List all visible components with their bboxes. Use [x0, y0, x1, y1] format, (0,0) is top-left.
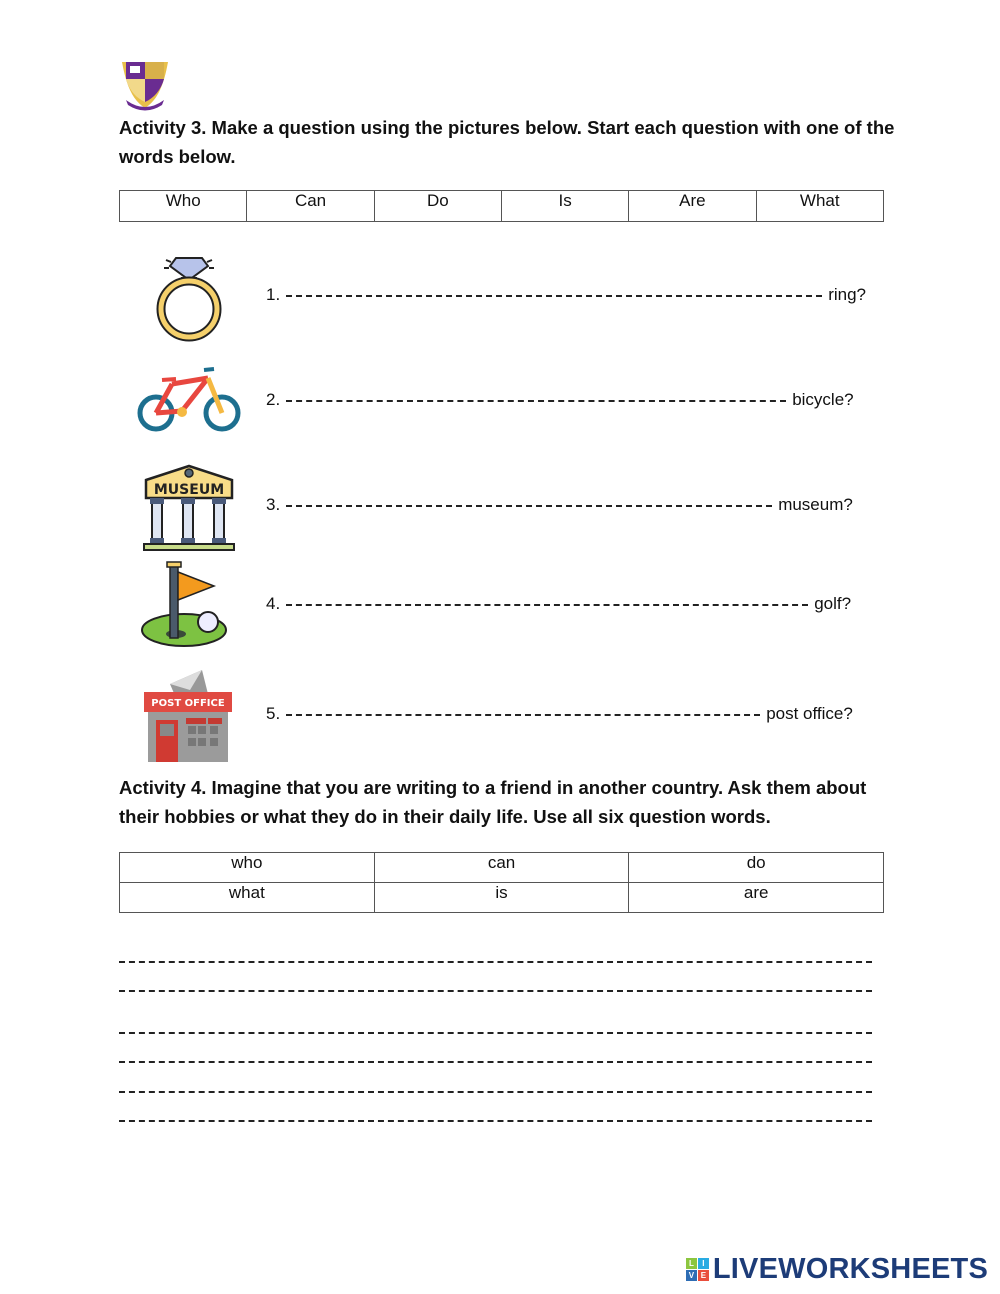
word-bank-cell: Do [374, 191, 501, 222]
school-crest-logo [118, 56, 172, 112]
question-5 [266, 704, 853, 724]
liveworksheets-logo [686, 1253, 988, 1286]
word-bank-cell: is [374, 883, 629, 913]
brand-name: LIVEWORKSHEETS [712, 1253, 988, 1285]
question-1 [266, 285, 866, 305]
word-bank-cell: are [629, 883, 884, 913]
word-bank-cell: What [756, 191, 883, 222]
answer-blank[interactable] [286, 294, 822, 297]
question-3 [266, 495, 853, 515]
writing-line[interactable] [119, 1091, 872, 1093]
svg-text:POST OFFICE: POST OFFICE [151, 698, 225, 709]
post-office-icon [136, 668, 242, 758]
question-ending: golf? [814, 594, 852, 613]
word-bank-cell: who [120, 853, 375, 883]
writing-line[interactable] [119, 990, 872, 992]
activity-3-word-bank [119, 190, 884, 222]
answer-blank[interactable] [286, 399, 786, 402]
question-number: 2. [266, 390, 281, 409]
question-4 [266, 594, 851, 614]
answer-blank[interactable] [286, 713, 760, 716]
word-bank-cell: Is [502, 191, 629, 222]
svg-text:MUSEUM: MUSEUM [153, 482, 225, 498]
word-bank-cell: do [629, 853, 884, 883]
question-number: 3. [266, 495, 281, 514]
museum-icon [136, 462, 242, 552]
activity-3-heading: Activity 3. Make a question using the pictures below. Start each question with one of the words below. [119, 117, 895, 167]
question-number: 4. [266, 594, 281, 613]
question-ending: ring? [828, 285, 866, 304]
word-bank-cell: Are [629, 191, 756, 222]
answer-blank[interactable] [286, 504, 772, 507]
writing-line[interactable] [119, 1061, 872, 1063]
writing-line[interactable] [119, 1032, 872, 1034]
activity-4-heading: Activity 4. Imagine that you are writing to a friend in another country. Ask them about their hobbies or what they do in their daily life. Use all six question words. [119, 777, 867, 827]
writing-line[interactable] [119, 961, 872, 963]
question-number: 1. [266, 285, 281, 304]
bicycle-icon [136, 364, 242, 454]
question-ending: post office? [766, 704, 853, 723]
word-bank-cell: Can [247, 191, 374, 222]
diamond-ring-icon [136, 252, 242, 342]
question-number: 5. [266, 704, 281, 723]
brand-letter-blocks-icon: L I V E [686, 1258, 709, 1281]
activity-4-word-bank [119, 852, 884, 913]
question-2 [266, 390, 854, 410]
word-bank-cell: can [374, 853, 629, 883]
question-ending: bicycle? [792, 390, 854, 409]
answer-blank[interactable] [286, 603, 808, 606]
word-bank-cell: Who [120, 191, 247, 222]
golf-flag-icon [136, 560, 242, 650]
writing-line[interactable] [119, 1120, 872, 1122]
question-ending: museum? [778, 495, 853, 514]
word-bank-cell: what [120, 883, 375, 913]
